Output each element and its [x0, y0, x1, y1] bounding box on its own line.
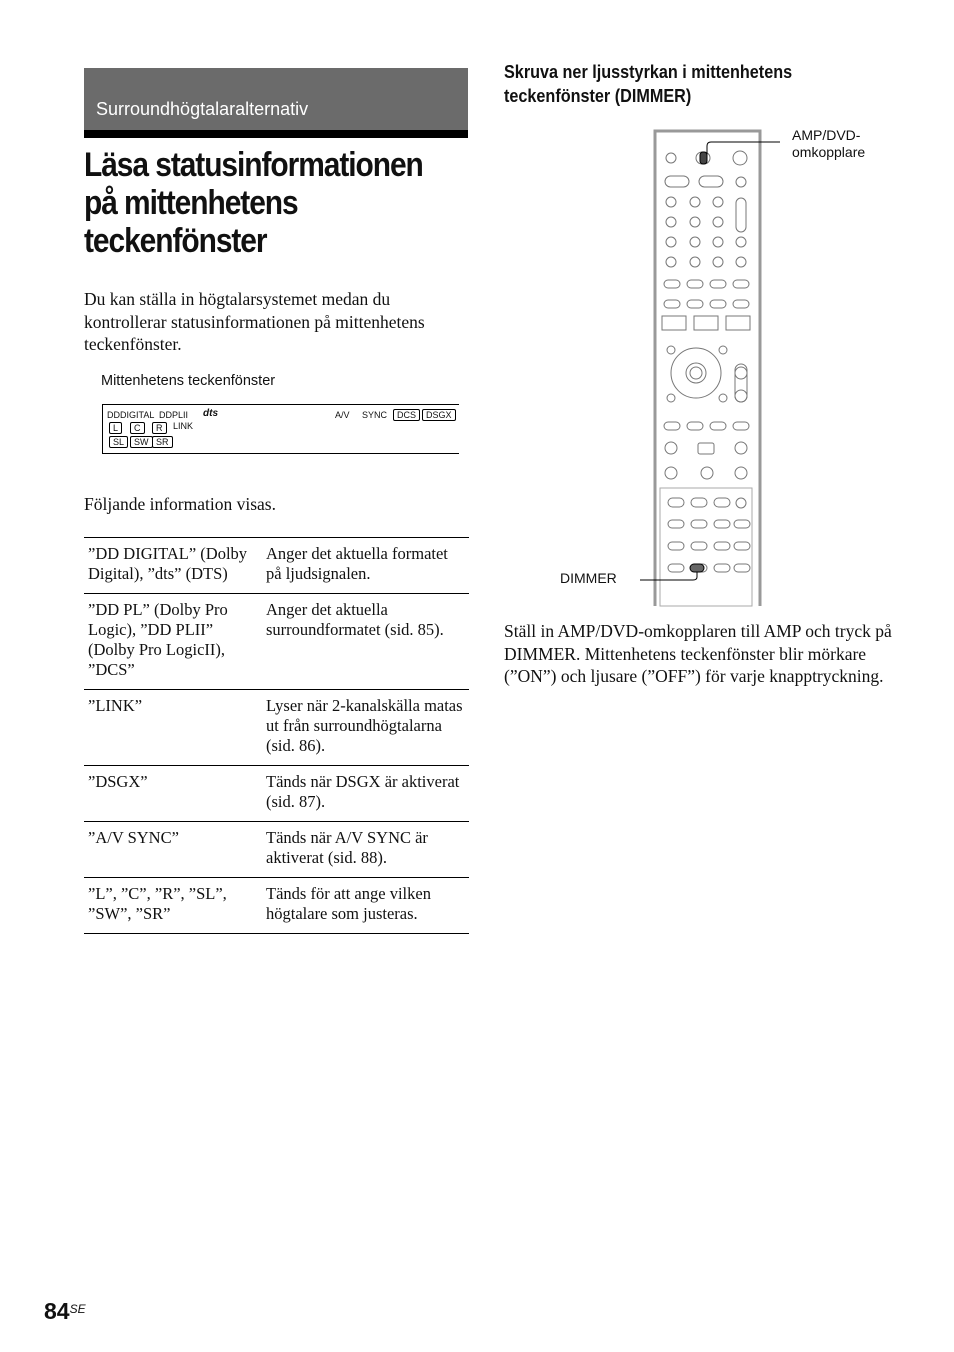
table-row — [84, 766, 469, 822]
table-row — [84, 690, 469, 766]
table-row — [84, 878, 469, 934]
table-value: Anger det aktuella surroundformatet (sid. 85). — [262, 594, 469, 690]
table-value: Tänds för att ange vilken högtalare som justeras. — [262, 878, 469, 934]
display-dts-logo: dts — [203, 408, 218, 419]
following-text: Följande information visas. — [84, 494, 276, 514]
table-value: Anger det aktuella formatet på ljudsignalen. — [262, 538, 469, 594]
dimmer-instructions: Ställ in AMP/DVD-omkopplaren till AMP och tryck på DIMMER. Mittenhetens teckenfönster blir mörkare (”ON”) och ljusare (”OFF”) för varje knapptryckning. — [504, 621, 892, 686]
display-link: LINK — [173, 421, 194, 431]
dimmer-subheading: Skruva ner ljusstyrkan i mittenhetens teckenfönster (DIMMER) — [504, 62, 793, 106]
table-row — [84, 538, 469, 594]
table-row — [84, 594, 469, 690]
display-ch-l: L — [109, 422, 122, 434]
table-key: ”LINK” — [84, 690, 262, 766]
display-dd-digital: DDDIGITAL — [107, 410, 155, 420]
table-key: ”A/V SYNC” — [84, 822, 262, 878]
display-dd-pl: DDPLII — [159, 410, 189, 420]
table-key: ”DSGX” — [84, 766, 262, 822]
callout-dimmer: DIMMER — [560, 570, 617, 586]
display-av: A/V — [335, 410, 350, 420]
intro-paragraph: Du kan ställa in högtalarsystemet medan du kontrollerar statusinformationen på mittenhetens teckenfönster. — [84, 289, 425, 354]
display-ch-sl: SL — [109, 436, 128, 448]
table-key: ”DD DIGITAL” (Dolby Digital), ”dts” (DTS) — [84, 538, 262, 594]
display-ch-sw: SW — [130, 436, 153, 448]
table-value: Lyser när 2-kanalskälla matas ut från surroundhögtalarna (sid. 86). — [262, 690, 469, 766]
table-row — [84, 822, 469, 878]
table-value: Tänds när A/V SYNC är aktiverat (sid. 88). — [262, 822, 469, 878]
callout-amp-dvd: AMP/DVD-omkopplare — [792, 127, 866, 160]
table-value: Tänds när DSGX är aktiverat (sid. 87). — [262, 766, 469, 822]
display-sync: SYNC — [362, 410, 388, 420]
page-title: Läsa statusinformationen på mittenhetens teckenfönster — [84, 146, 423, 260]
page-number-value: 84 — [44, 1298, 70, 1324]
display-ch-r: R — [152, 422, 167, 434]
section-title: Surroundhögtalaralternativ — [96, 99, 309, 119]
table-key: ”L”, ”C”, ”R”, ”SL”, ”SW”, ”SR” — [84, 878, 262, 934]
table-key: ”DD PL” (Dolby Pro Logic), ”DD PLII” (Dolby Pro LogicII), ”DCS” — [84, 594, 262, 690]
display-ch-c: C — [130, 422, 145, 434]
page-number-suffix: SE — [69, 1302, 86, 1316]
page-number — [44, 1298, 86, 1325]
display-ch-sr: SR — [152, 436, 173, 448]
display-dcs: DCS — [393, 409, 420, 421]
display-dsgx: DSGX — [422, 409, 456, 421]
info-table — [84, 537, 469, 934]
display-panel-illustration — [102, 404, 459, 454]
remote-control-illustration — [640, 128, 780, 608]
display-label: Mittenhetens teckenfönster — [101, 373, 276, 389]
